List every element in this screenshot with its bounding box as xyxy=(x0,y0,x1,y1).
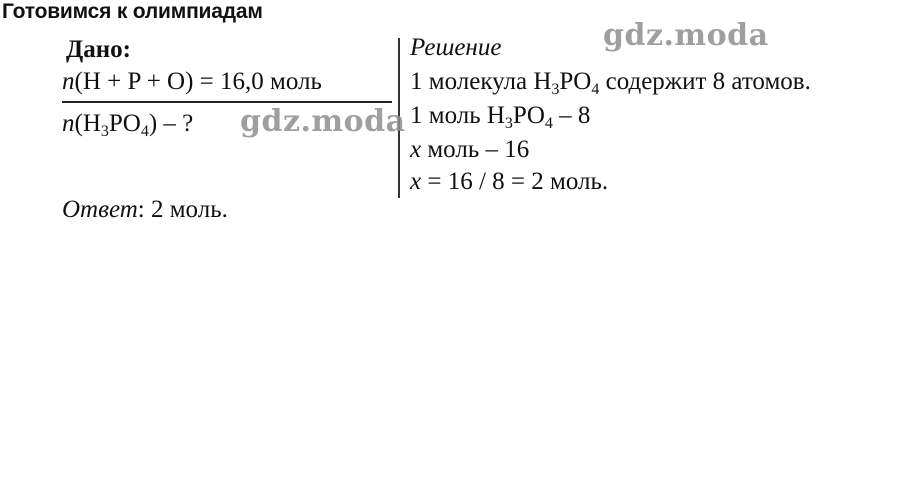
solution-label: Решение xyxy=(410,34,502,61)
line1-mid: PO xyxy=(559,68,592,95)
var-n: n xyxy=(62,110,75,137)
find-sub-4: 4 xyxy=(140,123,149,140)
line2-post: – 8 xyxy=(552,102,591,129)
line2-sub-3: 3 xyxy=(504,115,513,132)
solution-line-4 xyxy=(410,168,608,196)
line4-text: = 16 / 8 = 2 моль. xyxy=(421,168,609,195)
given-label: Дано: xyxy=(66,36,131,63)
line2-mid: PO xyxy=(512,102,545,129)
given-amount-line xyxy=(62,68,322,96)
find-sub-3: 3 xyxy=(100,123,109,140)
find-line xyxy=(62,110,193,138)
solution-line-2 xyxy=(410,102,590,130)
answer-line xyxy=(62,196,228,224)
find-post: ) – ? xyxy=(148,110,194,137)
answer-text: : 2 моль. xyxy=(137,196,228,223)
answer-label: Ответ xyxy=(62,196,138,223)
line1-sub-3: 3 xyxy=(551,81,560,98)
line2-sub-4: 4 xyxy=(544,115,553,132)
line3-text: моль – 16 xyxy=(421,136,530,163)
line1-post: содержит 8 атомов. xyxy=(599,68,811,95)
var-x: x xyxy=(410,168,422,195)
var-x: x xyxy=(410,136,422,163)
find-mid: PO xyxy=(108,110,141,137)
find-pre: (H xyxy=(74,110,101,137)
watermark: gdz.moda xyxy=(240,104,406,139)
var-n: n xyxy=(62,68,75,95)
line1-sub-4: 4 xyxy=(591,81,600,98)
given-amount-text: (H + P + O) = 16,0 моль xyxy=(74,68,322,95)
given-divider xyxy=(62,101,392,103)
watermark: gdz.moda xyxy=(603,18,769,53)
section-heading: Готовимся к олимпиадам xyxy=(2,0,263,23)
line2-pre: 1 моль H xyxy=(410,102,505,129)
solution-line-1 xyxy=(410,68,811,96)
line1-pre: 1 молекула H xyxy=(410,68,552,95)
solution-line-3 xyxy=(410,136,529,164)
